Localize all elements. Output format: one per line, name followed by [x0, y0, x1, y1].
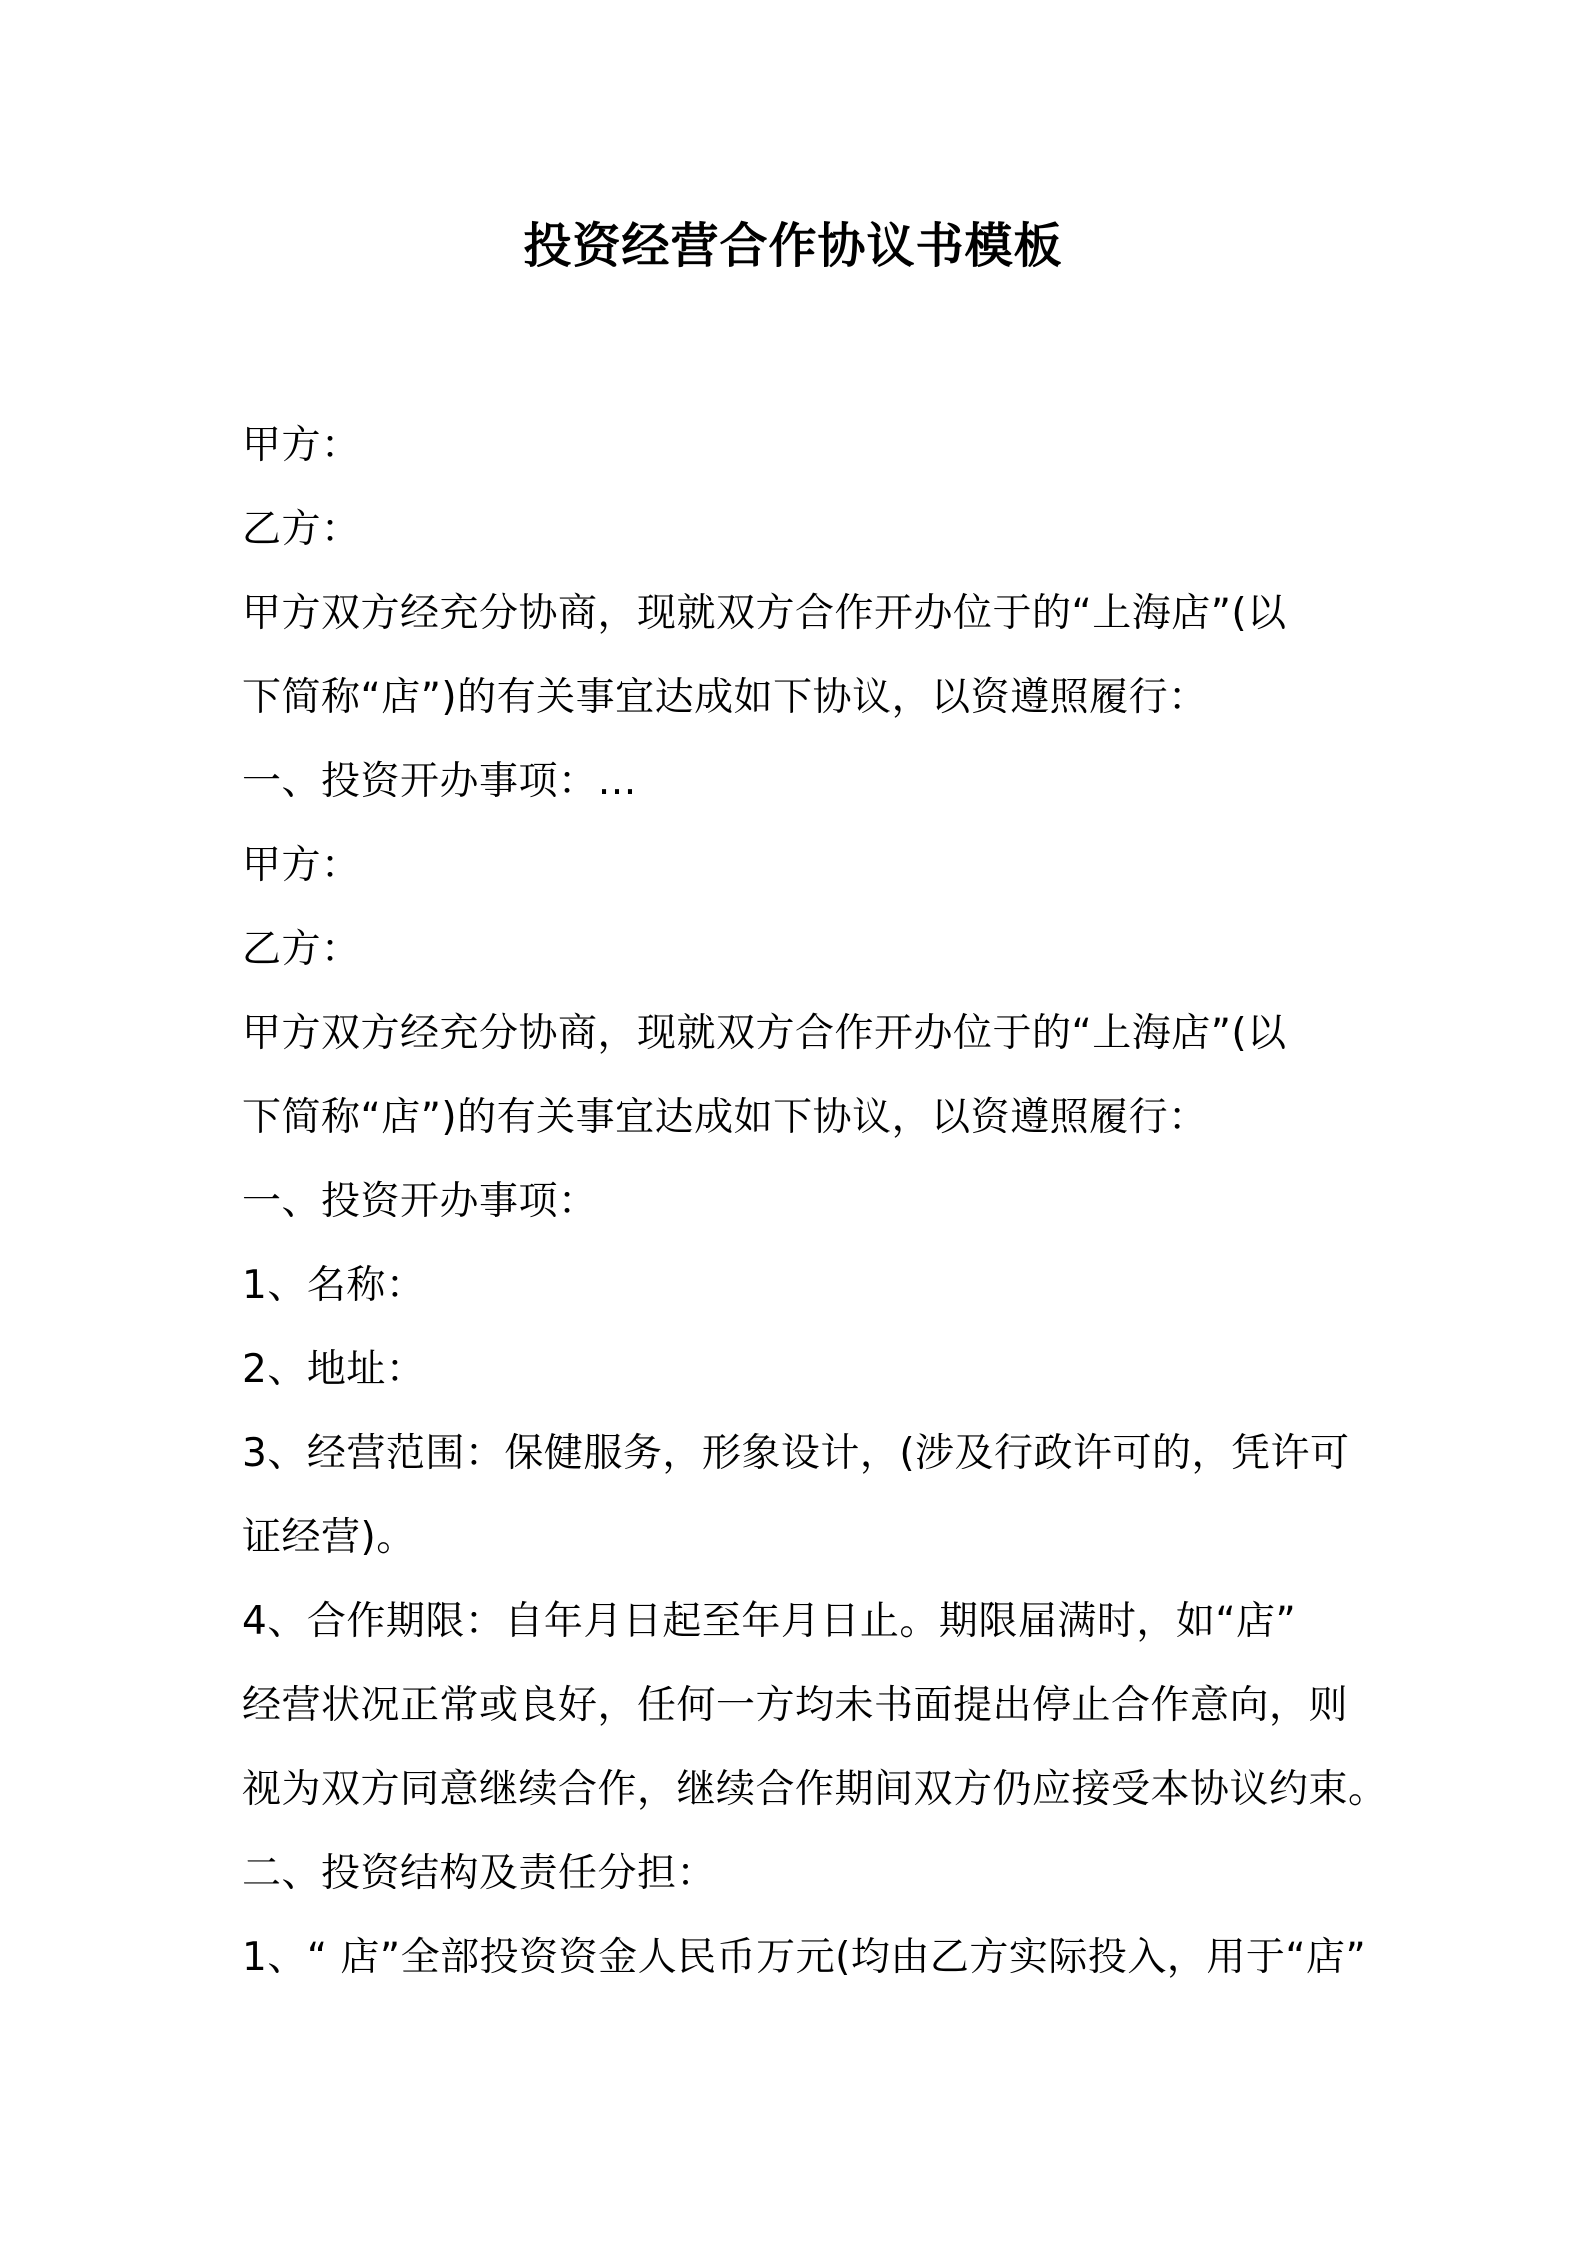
clause-item: 4、合作期限：自年月日起至年月日止。期限届满时，如“店”: [242, 1599, 1297, 1644]
party-a-label: 甲方：: [242, 843, 361, 888]
clause-item: 1、名称：: [242, 1263, 426, 1308]
clause-item-continuation: 视为双方同意继续合作，继续合作期间双方仍应接受本协议约束。: [242, 1767, 1388, 1812]
section-heading: 一、投资开办事项：…: [242, 759, 638, 804]
party-a-label: 甲方：: [242, 423, 361, 468]
clause-item: 3、经营范围：保健服务，形象设计，(涉及行政许可的，凭许可: [242, 1431, 1350, 1476]
section-heading: 二、投资结构及责任分担：: [242, 1851, 717, 1896]
clause-item: 1、“ 店”全部投资资金人民币万元(均由乙方实际投入，用于“店”: [242, 1935, 1367, 1980]
party-b-label: 乙方：: [242, 507, 361, 552]
clause-item-continuation: 证经营)。: [242, 1515, 416, 1560]
preamble-line-1: 甲方双方经充分协商，现就双方合作开办位于的“上海店”(以: [242, 1011, 1287, 1056]
party-b-label: 乙方：: [242, 927, 361, 972]
preamble-line-1: 甲方双方经充分协商，现就双方合作开办位于的“上海店”(以: [242, 591, 1287, 636]
clause-item-continuation: 经营状况正常或良好，任何一方均未书面提出停止合作意向，则: [242, 1683, 1349, 1728]
document-body: [242, 404, 1388, 2000]
section-heading: 一、投资开办事项：: [242, 1179, 598, 1224]
preamble-line-2: 下简称“店”)的有关事宜达成如下协议，以资遵照履行：: [242, 1095, 1208, 1140]
document-title: 投资经营合作协议书模板: [523, 218, 1063, 274]
preamble-line-2: 下简称“店”)的有关事宜达成如下协议，以资遵照履行：: [242, 675, 1208, 720]
clause-item: 2、地址：: [242, 1347, 426, 1392]
